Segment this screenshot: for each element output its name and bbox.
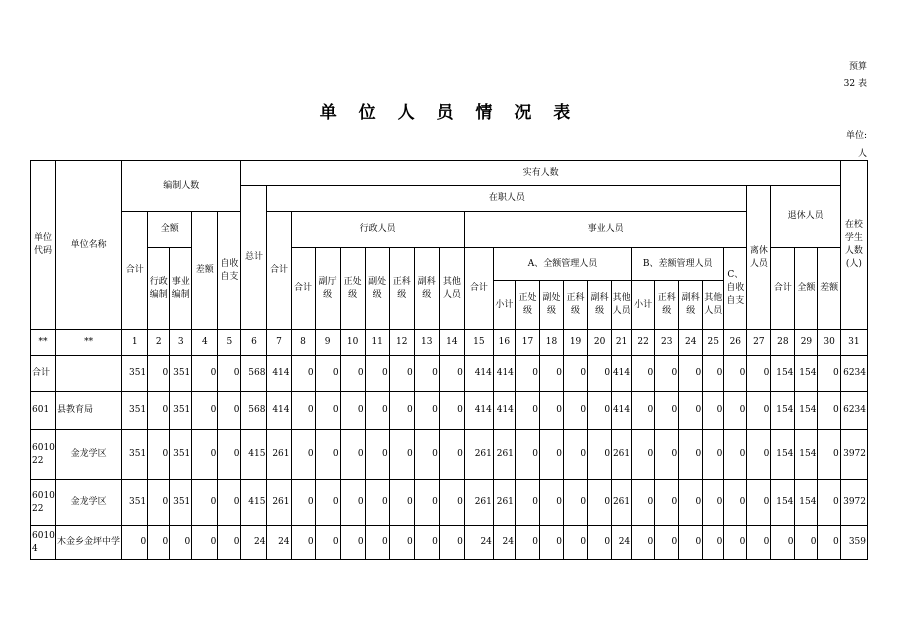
value-cell: 0 — [588, 392, 612, 430]
value-cell: 351 — [170, 356, 192, 392]
personnel-table — [30, 160, 868, 560]
index-cell: ** — [56, 330, 122, 356]
value-cell: 0 — [439, 480, 464, 526]
unit-name-cell: 金龙学区 — [56, 430, 122, 480]
value-cell: 0 — [340, 430, 365, 480]
header-incumbent-total: 合计 — [267, 212, 291, 330]
value-cell: 154 — [795, 392, 818, 430]
value-cell: 0 — [170, 526, 192, 560]
index-cell: 6 — [241, 330, 267, 356]
value-cell: 0 — [588, 430, 612, 480]
index-cell: 19 — [564, 330, 588, 356]
value-cell: 0 — [655, 356, 679, 392]
value-cell: 414 — [267, 392, 291, 430]
value-cell: 0 — [148, 526, 170, 560]
unit-name-cell: 木金乡金坪中学 — [56, 526, 122, 560]
header-a-sec-full: 正科级 — [564, 281, 588, 330]
index-cell: 29 — [795, 330, 818, 356]
index-cell: 26 — [724, 330, 747, 356]
table-row — [31, 430, 868, 480]
value-cell: 0 — [747, 480, 771, 526]
header-deputy-dept: 副厅级 — [315, 248, 340, 330]
value-cell: 0 — [818, 356, 840, 392]
header-a-div-full: 正处级 — [515, 281, 539, 330]
value-cell: 0 — [818, 526, 840, 560]
value-cell: 154 — [771, 392, 795, 430]
value-cell: 0 — [148, 480, 170, 526]
value-cell: 0 — [291, 526, 315, 560]
value-cell: 0 — [724, 356, 747, 392]
header-retired-leave: 离休人员 — [747, 186, 771, 330]
value-cell: 0 — [365, 430, 389, 480]
value-cell: 0 — [192, 392, 218, 430]
value-cell: 0 — [389, 356, 414, 392]
value-cell: 261 — [612, 430, 632, 480]
value-cell: 0 — [218, 526, 241, 560]
header-retired: 退休人员 — [771, 186, 840, 248]
value-cell: 0 — [632, 430, 655, 480]
value-cell: 261 — [267, 430, 291, 480]
value-cell: 24 — [493, 526, 515, 560]
value-cell: 0 — [703, 392, 724, 430]
header-diff-amount: 差额 — [192, 212, 218, 330]
value-cell: 0 — [679, 430, 703, 480]
index-cell: 9 — [315, 330, 340, 356]
value-cell: 0 — [515, 526, 539, 560]
header-admin-staffing: 行政编制 — [148, 248, 170, 330]
value-cell: 0 — [515, 430, 539, 480]
value-cell: 0 — [291, 480, 315, 526]
value-cell: 0 — [655, 430, 679, 480]
value-cell: 351 — [122, 392, 148, 430]
header-sec-full: 正科级 — [389, 248, 414, 330]
value-cell: 0 — [818, 430, 840, 480]
value-cell: 0 — [515, 480, 539, 526]
index-cell: 28 — [771, 330, 795, 356]
index-cell: 27 — [747, 330, 771, 356]
value-cell: 0 — [315, 356, 340, 392]
header-admin-staff: 行政人员 — [291, 212, 464, 248]
value-cell: 0 — [291, 392, 315, 430]
value-cell: 0 — [679, 392, 703, 430]
value-cell: 0 — [192, 356, 218, 392]
value-cell: 154 — [771, 356, 795, 392]
index-cell: 17 — [515, 330, 539, 356]
value-cell: 3972 — [840, 480, 867, 526]
header-students: 在校学生人数(人) — [840, 161, 867, 330]
value-cell: 0 — [439, 356, 464, 392]
value-cell: 6234 — [840, 392, 867, 430]
value-cell: 0 — [122, 526, 148, 560]
value-cell: 154 — [795, 356, 818, 392]
value-cell: 0 — [414, 526, 439, 560]
value-cell: 0 — [148, 430, 170, 480]
header-b-sec-deputy: 副科级 — [679, 281, 703, 330]
value-cell: 261 — [612, 480, 632, 526]
value-cell: 0 — [414, 356, 439, 392]
value-cell: 0 — [192, 480, 218, 526]
table-row — [31, 480, 868, 526]
value-cell: 351 — [122, 480, 148, 526]
value-cell: 0 — [539, 480, 563, 526]
header-admin-total: 合计 — [291, 248, 315, 330]
value-cell: 0 — [389, 526, 414, 560]
header-public-total: 合计 — [464, 248, 493, 330]
value-cell: 154 — [795, 430, 818, 480]
value-cell: 351 — [122, 356, 148, 392]
value-cell: 154 — [771, 480, 795, 526]
value-cell: 154 — [771, 430, 795, 480]
index-cell: 30 — [818, 330, 840, 356]
value-cell: 261 — [493, 480, 515, 526]
header-unit-code: 单位代码 — [31, 161, 56, 330]
index-cell: 20 — [588, 330, 612, 356]
value-cell: 0 — [315, 526, 340, 560]
index-cell: 24 — [679, 330, 703, 356]
index-cell: 22 — [632, 330, 655, 356]
value-cell: 0 — [218, 356, 241, 392]
value-cell: 0 — [291, 356, 315, 392]
value-cell: 0 — [340, 480, 365, 526]
unit-name-cell — [56, 356, 122, 392]
value-cell: 24 — [267, 526, 291, 560]
value-cell: 0 — [389, 480, 414, 526]
value-cell: 0 — [365, 356, 389, 392]
index-cell: 23 — [655, 330, 679, 356]
value-cell: 0 — [439, 526, 464, 560]
value-cell: 0 — [539, 356, 563, 392]
value-cell: 0 — [340, 356, 365, 392]
value-cell: 0 — [703, 356, 724, 392]
header-a-others: 其他人员 — [612, 281, 632, 330]
header-grand-total: 总计 — [241, 186, 267, 330]
index-cell: 4 — [192, 330, 218, 356]
header-staffing: 编制人数 — [122, 161, 241, 212]
value-cell: 414 — [612, 392, 632, 430]
value-cell: 351 — [122, 430, 148, 480]
value-cell: 0 — [539, 392, 563, 430]
value-cell: 0 — [539, 526, 563, 560]
value-cell: 0 — [365, 392, 389, 430]
value-cell: 24 — [241, 526, 267, 560]
value-cell: 0 — [218, 480, 241, 526]
value-cell: 0 — [655, 392, 679, 430]
value-cell: 414 — [493, 392, 515, 430]
value-cell: 359 — [840, 526, 867, 560]
value-cell: 0 — [340, 392, 365, 430]
value-cell: 0 — [365, 526, 389, 560]
index-cell: 15 — [464, 330, 493, 356]
value-cell: 0 — [414, 480, 439, 526]
value-cell: 6234 — [840, 356, 867, 392]
value-cell: 0 — [588, 526, 612, 560]
index-cell: 13 — [414, 330, 439, 356]
header-full-amount: 全额 — [148, 212, 192, 248]
header-group-b: B、差额管理人员 — [632, 248, 724, 281]
header-div-full: 正处级 — [340, 248, 365, 330]
corner-label-table-no: 32 表 — [843, 79, 867, 89]
value-cell: 0 — [315, 480, 340, 526]
value-cell: 0 — [192, 526, 218, 560]
value-cell: 0 — [291, 430, 315, 480]
header-b-sec-full: 正科级 — [655, 281, 679, 330]
value-cell: 0 — [389, 430, 414, 480]
value-cell: 3972 — [840, 430, 867, 480]
header-self-funded: 自收自支 — [218, 212, 241, 330]
corner-label-budget: 预算 — [848, 62, 867, 72]
value-cell: 0 — [703, 526, 724, 560]
header-group-a: A、全额管理人员 — [493, 248, 631, 281]
value-cell: 0 — [747, 526, 771, 560]
header-actual: 实有人数 — [241, 161, 840, 186]
unit-code-cell: 60104 — [31, 526, 56, 560]
index-cell: 31 — [840, 330, 867, 356]
value-cell: 414 — [464, 392, 493, 430]
value-cell: 351 — [170, 480, 192, 526]
index-cell: 8 — [291, 330, 315, 356]
value-cell: 0 — [818, 392, 840, 430]
page-title: 单 位 人 员 情 况 表 — [319, 103, 579, 123]
value-cell: 0 — [564, 356, 588, 392]
value-cell: 0 — [539, 430, 563, 480]
value-cell: 0 — [771, 526, 795, 560]
index-cell: 12 — [389, 330, 414, 356]
value-cell: 0 — [795, 526, 818, 560]
header-unit-name: 单位名称 — [56, 161, 122, 330]
value-cell: 0 — [148, 356, 170, 392]
unit-code-cell: 601022 — [31, 480, 56, 526]
value-cell: 0 — [724, 480, 747, 526]
header-b-subtotal: 小计 — [632, 281, 655, 330]
value-cell: 351 — [170, 392, 192, 430]
value-cell: 0 — [632, 356, 655, 392]
value-cell: 0 — [703, 480, 724, 526]
value-cell: 0 — [414, 430, 439, 480]
value-cell: 261 — [464, 480, 493, 526]
index-cell: 25 — [703, 330, 724, 356]
value-cell: 0 — [515, 392, 539, 430]
value-cell: 0 — [564, 392, 588, 430]
table-row — [31, 356, 868, 392]
value-cell: 0 — [632, 526, 655, 560]
unit-code-cell: 601022 — [31, 430, 56, 480]
value-cell: 0 — [315, 392, 340, 430]
header-div-deputy: 副处级 — [365, 248, 389, 330]
value-cell: 0 — [315, 430, 340, 480]
value-cell: 0 — [655, 526, 679, 560]
value-cell: 0 — [564, 480, 588, 526]
value-cell: 0 — [747, 356, 771, 392]
header-staff-total: 合计 — [122, 212, 148, 330]
value-cell: 568 — [241, 356, 267, 392]
value-cell: 0 — [218, 430, 241, 480]
value-cell: 415 — [241, 430, 267, 480]
index-row — [31, 330, 868, 356]
value-cell: 0 — [515, 356, 539, 392]
value-cell: 0 — [818, 480, 840, 526]
index-cell: 14 — [439, 330, 464, 356]
value-cell: 0 — [340, 526, 365, 560]
value-cell: 0 — [588, 356, 612, 392]
header-a-sec-deputy: 副科级 — [588, 281, 612, 330]
unit-code-cell: 601 — [31, 392, 56, 430]
index-cell: 7 — [267, 330, 291, 356]
header-a-subtotal: 小计 — [493, 281, 515, 330]
value-cell: 261 — [464, 430, 493, 480]
index-cell: 11 — [365, 330, 389, 356]
value-cell: 414 — [464, 356, 493, 392]
value-cell: 0 — [724, 526, 747, 560]
value-cell: 0 — [439, 430, 464, 480]
index-cell: 16 — [493, 330, 515, 356]
unit-code-cell: 合计 — [31, 356, 56, 392]
value-cell: 351 — [170, 430, 192, 480]
value-cell: 0 — [564, 526, 588, 560]
value-cell: 414 — [267, 356, 291, 392]
value-cell: 24 — [464, 526, 493, 560]
unit-value: 人 — [857, 149, 867, 159]
value-cell: 0 — [747, 430, 771, 480]
value-cell: 0 — [564, 430, 588, 480]
index-cell: 2 — [148, 330, 170, 356]
header-retired-full: 全额 — [795, 248, 818, 330]
value-cell: 414 — [612, 356, 632, 392]
value-cell: 0 — [632, 392, 655, 430]
header-public-staff: 事业人员 — [464, 212, 746, 248]
value-cell: 0 — [439, 392, 464, 430]
header-incumbent: 在职人员 — [267, 186, 747, 212]
value-cell: 0 — [632, 480, 655, 526]
header-public-staffing: 事业编制 — [170, 248, 192, 330]
value-cell: 0 — [679, 356, 703, 392]
index-cell: 5 — [218, 330, 241, 356]
index-cell: 21 — [612, 330, 632, 356]
value-cell: 0 — [389, 392, 414, 430]
value-cell: 0 — [365, 480, 389, 526]
unit-name-cell: 金龙学区 — [56, 480, 122, 526]
value-cell: 568 — [241, 392, 267, 430]
value-cell: 0 — [679, 526, 703, 560]
header-group-c: C、自收自支 — [724, 248, 747, 330]
header-a-div-deputy: 副处级 — [539, 281, 563, 330]
table-row — [31, 392, 868, 430]
index-cell: 3 — [170, 330, 192, 356]
header-b-others: 其他人员 — [703, 281, 724, 330]
value-cell: 0 — [724, 392, 747, 430]
unit-label: 单位: — [845, 131, 867, 141]
header-retired-diff: 差额 — [818, 248, 840, 330]
value-cell: 414 — [493, 356, 515, 392]
value-cell: 24 — [612, 526, 632, 560]
value-cell: 415 — [241, 480, 267, 526]
index-cell: ** — [31, 330, 56, 356]
index-cell: 10 — [340, 330, 365, 356]
value-cell: 0 — [655, 480, 679, 526]
value-cell: 261 — [267, 480, 291, 526]
value-cell: 261 — [493, 430, 515, 480]
index-cell: 1 — [122, 330, 148, 356]
header-retired-total: 合计 — [771, 248, 795, 330]
header-others: 其他人员 — [439, 248, 464, 330]
value-cell: 0 — [679, 480, 703, 526]
index-cell: 18 — [539, 330, 563, 356]
value-cell: 0 — [148, 392, 170, 430]
value-cell: 154 — [795, 480, 818, 526]
value-cell: 0 — [724, 430, 747, 480]
value-cell: 0 — [192, 430, 218, 480]
value-cell: 0 — [218, 392, 241, 430]
value-cell: 0 — [588, 480, 612, 526]
value-cell: 0 — [747, 392, 771, 430]
value-cell: 0 — [414, 392, 439, 430]
table-row — [31, 526, 868, 560]
unit-name-cell: 县教育局 — [56, 392, 122, 430]
value-cell: 0 — [703, 430, 724, 480]
header-sec-deputy: 副科级 — [414, 248, 439, 330]
